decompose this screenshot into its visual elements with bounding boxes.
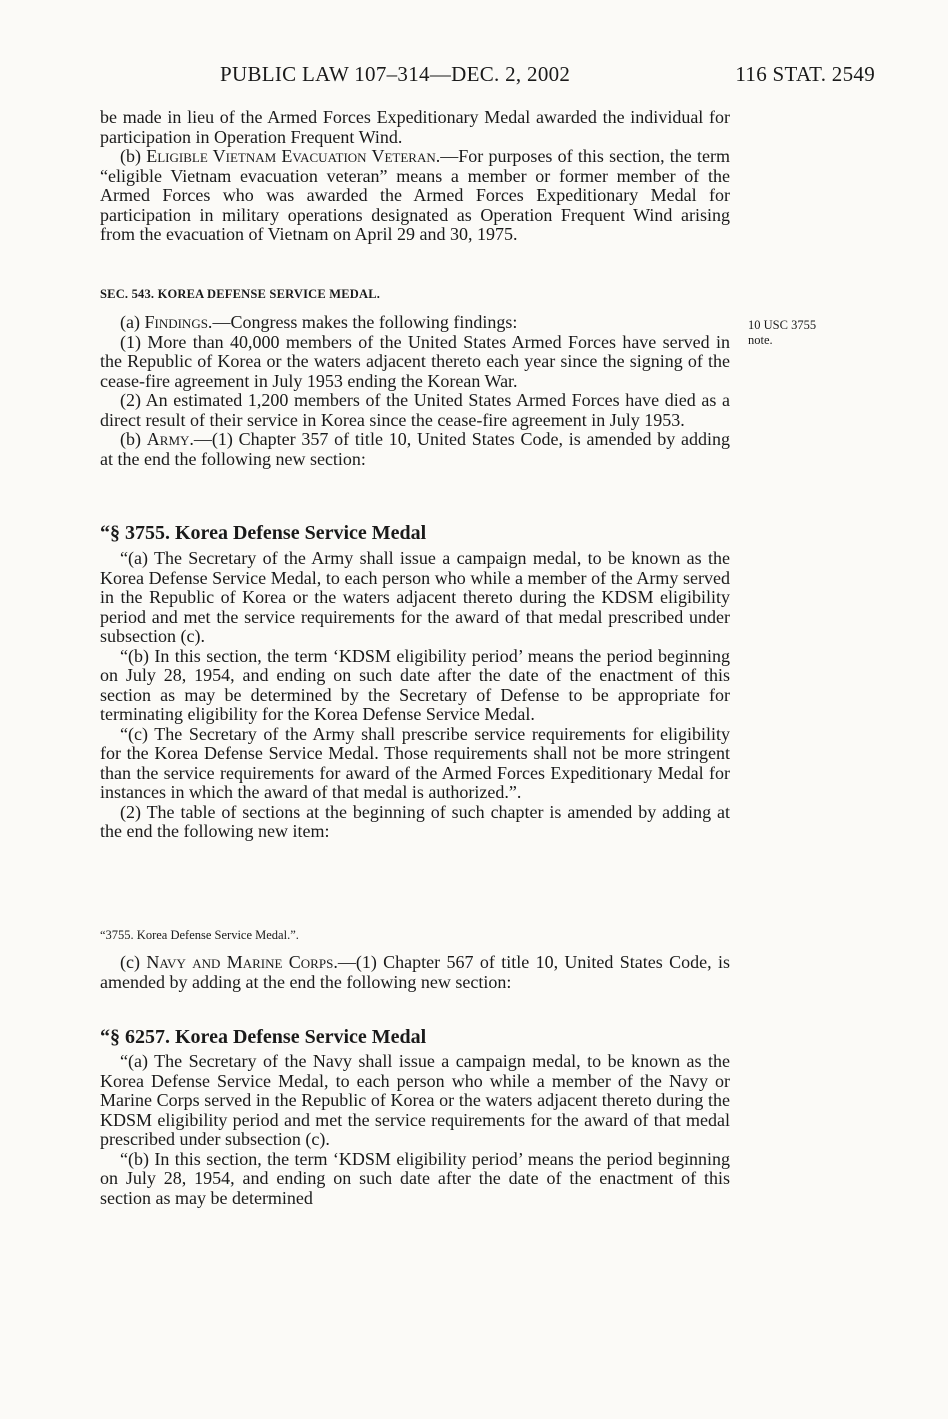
section-543-body — [100, 313, 730, 469]
margin-note-citation: 10 USC 3755 — [748, 318, 817, 332]
section-3755-heading-block — [100, 522, 730, 545]
finding-1: (1) More than 40,000 members of the United States Armed Forces have served in the Republic of Korea or the waters adjacent thereto each year since the signing of the cease-fire agreement in July 1953 ending the Korean War. — [100, 331, 730, 391]
section-3755-subsection-b: “(b) In this section, the term ‘KDSM eligibility period’ means the period beginning on July 28, 1954, and ending on such date after the date of the enactment of this section as may be determined by the Secretary of Defense to be appropriate for terminating eligibility for the Korea Defense Service Medal. — [100, 645, 730, 724]
section-3755-subsection-c: “(c) The Secretary of the Army shall prescribe service requirements for eligibility for the Korea Defense Service Medal. Those requirements shall not be more stringent than the service requirements for award of the Armed Forces Expeditionary Medal for instances in which the award of that medal is authorized.”. — [100, 723, 730, 802]
section-6257-heading: “§ 6257. Korea Defense Service Medal — [100, 1026, 427, 1048]
para-b-text: —For purposes of this section, the term “eligible Vietnam evacuation veteran” means a member or former member of the Armed Forces who was awarded the Armed Forces Expeditionary Medal for participation in military operations designated as Operation Frequent Wind arising from the evacuation of Vietnam on April 29 and 30, 1975. — [100, 146, 730, 244]
margin-note-suffix: note. — [748, 333, 773, 347]
paragraph-b-eligible-veteran — [100, 147, 730, 245]
table-of-sections-item: “3755. Korea Defense Service Medal.”. — [100, 928, 299, 942]
section-3755-body — [100, 549, 730, 842]
section-6257-subsection-a: “(a) The Secretary of the Navy shall issue a campaign medal, to be known as the Korea Defense Service Medal, to each person who while a member of the Navy or Marine Corps served in the Republic of Korea or the waters adjacent thereto during the KDSM eligibility period and met the service requirements for the award of that medal prescribed under subsection (c). — [100, 1051, 730, 1149]
finding-2: (2) An estimated 1,200 members of the United States Armed Forces have died as a direct result of their service in Korea since the cease-fire agreement in July 1953. — [100, 390, 730, 430]
paragraph-continuation: be made in lieu of the Armed Forces Expeditionary Medal awarded the individual for participation in Operation Frequent Wind. — [100, 107, 730, 147]
body-block-top — [100, 108, 730, 245]
para-b-label: (b) — [120, 146, 141, 166]
page-header — [100, 62, 875, 88]
table-item-block — [100, 928, 730, 943]
para-b-army — [100, 430, 730, 469]
section-6257-heading-block — [100, 1026, 730, 1049]
section-6257-body — [100, 1052, 730, 1208]
section-6257-subsection-b: “(b) In this section, the term ‘KDSM eligibility period’ means the period beginning on July 28, 1954, and ending on such date after the date of the enactment of this section as may be determined — [100, 1148, 730, 1208]
section-3755-heading: “§ 3755. Korea Defense Service Medal — [100, 522, 427, 544]
para-c-heading: Navy and Marine Corps. — [146, 952, 338, 972]
para-b-heading: Eligible Vietnam Evacuation Veteran. — [146, 146, 441, 166]
section-543-heading: SEC. 543. KOREA DEFENSE SERVICE MEDAL. — [100, 287, 381, 301]
para-a-findings — [100, 313, 730, 333]
section-3755-paragraph-2: (2) The table of sections at the beginning of such chapter is amended by adding at the end the following new item: — [100, 801, 730, 841]
margin-note — [748, 318, 858, 348]
para-b-army-text: —(1) Chapter 357 of title 10, United States Code, is amended by adding at the end the following new section: — [100, 429, 731, 469]
para-c-label: (c) — [120, 952, 140, 972]
para-c-text: —(1) Chapter 567 of title 10, United States Code, is amended by adding at the end the following new section: — [100, 952, 730, 992]
para-c-block — [100, 953, 730, 992]
para-b-army-label: (b) — [120, 429, 141, 449]
section-3755-subsection-a: “(a) The Secretary of the Army shall issue a campaign medal, to be known as the Korea Defense Service Medal, to each person who while a member of the Army served in the Republic of Korea or the waters adjacent thereto during the KDSM eligibility period and met the service requirements for the award of that medal prescribed under subsection (c). — [100, 548, 730, 646]
para-a-text: —Congress makes the following findings: — [212, 312, 518, 332]
para-b-army-heading: Army. — [146, 429, 194, 449]
section-543-heading-block — [100, 287, 730, 302]
para-a-heading: Findings. — [144, 312, 213, 332]
para-a-label: (a) — [120, 312, 140, 332]
header-stat-page: 116 STAT. 2549 — [735, 62, 875, 86]
para-c-navy-marine — [100, 953, 730, 992]
header-title: PUBLIC LAW 107–314—DEC. 2, 2002 — [220, 62, 571, 86]
